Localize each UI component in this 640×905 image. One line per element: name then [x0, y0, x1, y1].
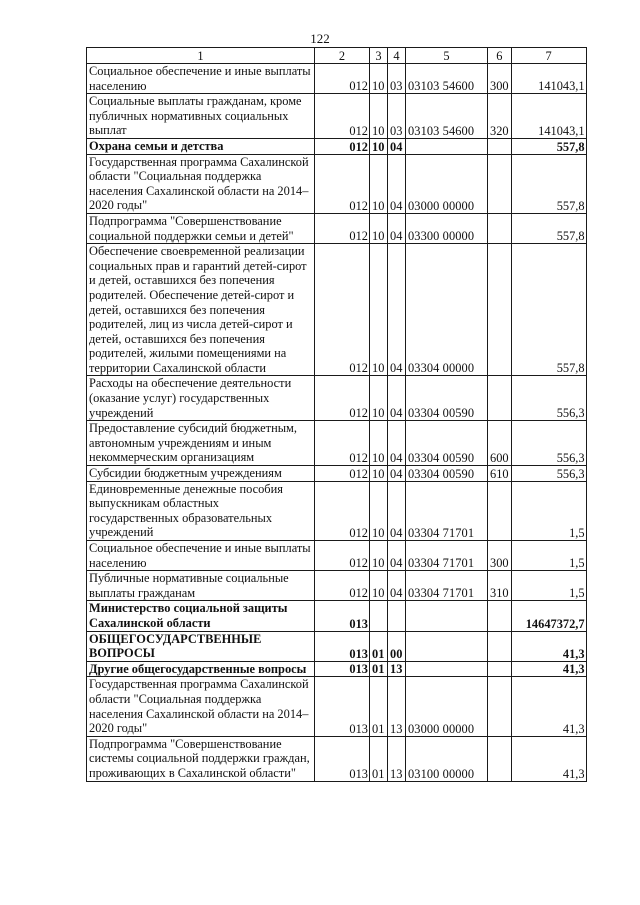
- subsection-code-cell: 03: [388, 94, 406, 139]
- ministry-code-cell: 012: [315, 213, 370, 243]
- subsection-code-cell: 04: [388, 541, 406, 571]
- table-header-row: [87, 48, 587, 64]
- column-header-1: 1: [87, 48, 315, 64]
- expense-type-cell: [488, 631, 512, 661]
- item-name-cell: Социальные выплаты гражданам, кроме публичных нормативных социальных выплат: [87, 94, 315, 139]
- subsection-code-cell: 13: [388, 736, 406, 781]
- expense-type-cell: [488, 661, 512, 677]
- amount-cell: 1,5: [511, 481, 586, 540]
- column-header-4: 4: [388, 48, 406, 64]
- expense-type-cell: 320: [488, 94, 512, 139]
- subsection-code-cell: 00: [388, 631, 406, 661]
- expense-type-cell: 300: [488, 541, 512, 571]
- section-code-cell: 10: [370, 376, 388, 421]
- expense-type-cell: 610: [488, 466, 512, 482]
- amount-cell: 557,8: [511, 154, 586, 213]
- target-article-cell: [406, 138, 488, 154]
- expense-type-cell: [488, 154, 512, 213]
- table-row: [87, 138, 587, 154]
- ministry-code-cell: 013: [315, 736, 370, 781]
- section-code-cell: 10: [370, 154, 388, 213]
- item-name-cell: Подпрограмма "Совершенствование системы социальной поддержки граждан, проживающих в Сахалинской области": [87, 736, 315, 781]
- amount-cell: 41,3: [511, 736, 586, 781]
- amount-cell: 41,3: [511, 677, 586, 736]
- ministry-code-cell: 013: [315, 677, 370, 736]
- subsection-code-cell: 04: [388, 466, 406, 482]
- section-code-cell: 10: [370, 541, 388, 571]
- expense-type-cell: [488, 601, 512, 631]
- table-row: [87, 94, 587, 139]
- target-article-cell: 03304 71701: [406, 541, 488, 571]
- item-name-cell: Обеспечение своевременной реализации социальных прав и гарантий детей-сирот и детей, оставшихся без попечения родителей. Обеспечение детей-сирот и детей, оставшихся без попечения родителей, лиц из числа детей-сирот и детей, оставшихся без попечения родителей, жилыми помещениями на территории Сахалинской области: [87, 244, 315, 376]
- page-number: 122: [310, 31, 330, 46]
- expense-type-cell: 600: [488, 421, 512, 466]
- target-article-cell: 03304 00590: [406, 376, 488, 421]
- table-row: [87, 376, 587, 421]
- expense-type-cell: [488, 376, 512, 421]
- amount-cell: 556,3: [511, 466, 586, 482]
- amount-cell: 14647372,7: [511, 601, 586, 631]
- item-name-cell: Другие общегосударственные вопросы: [87, 661, 315, 677]
- target-article-cell: 03000 00000: [406, 677, 488, 736]
- amount-cell: 1,5: [511, 541, 586, 571]
- ministry-code-cell: 012: [315, 94, 370, 139]
- target-article-cell: 03304 71701: [406, 571, 488, 601]
- amount-cell: 41,3: [511, 661, 586, 677]
- amount-cell: 557,8: [511, 138, 586, 154]
- item-name-cell: Субсидии бюджетным учреждениям: [87, 466, 315, 482]
- table-row: [87, 541, 587, 571]
- target-article-cell: 03103 54600: [406, 64, 488, 94]
- subsection-code-cell: 04: [388, 213, 406, 243]
- subsection-code-cell: 13: [388, 661, 406, 677]
- target-article-cell: 03304 00000: [406, 244, 488, 376]
- subsection-code-cell: 04: [388, 138, 406, 154]
- target-article-cell: [406, 631, 488, 661]
- target-article-cell: 03300 00000: [406, 213, 488, 243]
- section-code-cell: 10: [370, 571, 388, 601]
- table-row: [87, 421, 587, 466]
- subsection-code-cell: 13: [388, 677, 406, 736]
- ministry-code-cell: 013: [315, 661, 370, 677]
- amount-cell: 557,8: [511, 244, 586, 376]
- expense-type-cell: 300: [488, 64, 512, 94]
- budget-table: [86, 47, 587, 782]
- amount-cell: 1,5: [511, 571, 586, 601]
- ministry-code-cell: 012: [315, 466, 370, 482]
- section-code-cell: 01: [370, 661, 388, 677]
- item-name-cell: Публичные нормативные социальные выплаты гражданам: [87, 571, 315, 601]
- section-code-cell: 01: [370, 736, 388, 781]
- ministry-code-cell: 012: [315, 138, 370, 154]
- item-name-cell: Расходы на обеспечение деятельности (оказание услуг) государственных учреждений: [87, 376, 315, 421]
- table-body: [87, 64, 587, 782]
- section-code-cell: 10: [370, 466, 388, 482]
- section-code-cell: 10: [370, 138, 388, 154]
- section-code-cell: 01: [370, 631, 388, 661]
- ministry-code-cell: 012: [315, 481, 370, 540]
- target-article-cell: 03100 00000: [406, 736, 488, 781]
- table-row: [87, 244, 587, 376]
- amount-cell: 556,3: [511, 421, 586, 466]
- section-code-cell: 10: [370, 481, 388, 540]
- amount-cell: 141043,1: [511, 64, 586, 94]
- section-code-cell: 10: [370, 64, 388, 94]
- target-article-cell: 03304 00590: [406, 466, 488, 482]
- ministry-code-cell: 012: [315, 421, 370, 466]
- item-name-cell: Социальное обеспечение и иные выплаты населению: [87, 541, 315, 571]
- section-code-cell: 01: [370, 677, 388, 736]
- item-name-cell: Государственная программа Сахалинской области "Социальная поддержка населения Сахалинской области на 2014–2020 годы": [87, 677, 315, 736]
- target-article-cell: [406, 601, 488, 631]
- ministry-code-cell: 012: [315, 154, 370, 213]
- table-row: [87, 481, 587, 540]
- table-row: [87, 661, 587, 677]
- table-row: [87, 736, 587, 781]
- item-name-cell: Единовременные денежные пособия выпускникам областных государственных образовательных учреждений: [87, 481, 315, 540]
- table-row: [87, 677, 587, 736]
- subsection-code-cell: 04: [388, 481, 406, 540]
- table-row: [87, 601, 587, 631]
- item-name-cell: Подпрограмма "Совершенствование социальной поддержки семьи и детей": [87, 213, 315, 243]
- item-name-cell: Министерство социальной защиты Сахалинской области: [87, 601, 315, 631]
- table-row: [87, 631, 587, 661]
- section-code-cell: [370, 601, 388, 631]
- ministry-code-cell: 012: [315, 571, 370, 601]
- ministry-code-cell: 012: [315, 376, 370, 421]
- target-article-cell: 03304 71701: [406, 481, 488, 540]
- column-header-3: 3: [370, 48, 388, 64]
- subsection-code-cell: 04: [388, 244, 406, 376]
- item-name-cell: ОБЩЕГОСУДАРСТВЕННЫЕ ВОПРОСЫ: [87, 631, 315, 661]
- column-header-2: 2: [315, 48, 370, 64]
- subsection-code-cell: 04: [388, 154, 406, 213]
- table-row: [87, 571, 587, 601]
- subsection-code-cell: 03: [388, 64, 406, 94]
- ministry-code-cell: 012: [315, 244, 370, 376]
- amount-cell: 557,8: [511, 213, 586, 243]
- ministry-code-cell: 012: [315, 64, 370, 94]
- section-code-cell: 10: [370, 421, 388, 466]
- item-name-cell: Охрана семьи и детства: [87, 138, 315, 154]
- subsection-code-cell: 04: [388, 376, 406, 421]
- item-name-cell: Государственная программа Сахалинской области "Социальная поддержка населения Сахалинской области на 2014–2020 годы": [87, 154, 315, 213]
- expense-type-cell: 310: [488, 571, 512, 601]
- expense-type-cell: [488, 138, 512, 154]
- item-name-cell: Социальное обеспечение и иные выплаты населению: [87, 64, 315, 94]
- ministry-code-cell: 012: [315, 541, 370, 571]
- target-article-cell: 03304 00590: [406, 421, 488, 466]
- section-code-cell: 10: [370, 213, 388, 243]
- table-row: [87, 154, 587, 213]
- subsection-code-cell: 04: [388, 421, 406, 466]
- ministry-code-cell: 013: [315, 601, 370, 631]
- column-header-6: 6: [488, 48, 512, 64]
- ministry-code-cell: 013: [315, 631, 370, 661]
- target-article-cell: [406, 661, 488, 677]
- amount-cell: 41,3: [511, 631, 586, 661]
- expense-type-cell: [488, 736, 512, 781]
- subsection-code-cell: [388, 601, 406, 631]
- expense-type-cell: [488, 244, 512, 376]
- table-row: [87, 64, 587, 94]
- column-header-7: 7: [511, 48, 586, 64]
- subsection-code-cell: 04: [388, 571, 406, 601]
- column-header-5: 5: [406, 48, 488, 64]
- target-article-cell: 03000 00000: [406, 154, 488, 213]
- section-code-cell: 10: [370, 94, 388, 139]
- table-row: [87, 466, 587, 482]
- table-row: [87, 213, 587, 243]
- target-article-cell: 03103 54600: [406, 94, 488, 139]
- section-code-cell: 10: [370, 244, 388, 376]
- expense-type-cell: [488, 677, 512, 736]
- item-name-cell: Предоставление субсидий бюджетным, автономным учреждениям и иным некоммерческим организациям: [87, 421, 315, 466]
- amount-cell: 556,3: [511, 376, 586, 421]
- expense-type-cell: [488, 213, 512, 243]
- expense-type-cell: [488, 481, 512, 540]
- amount-cell: 141043,1: [511, 94, 586, 139]
